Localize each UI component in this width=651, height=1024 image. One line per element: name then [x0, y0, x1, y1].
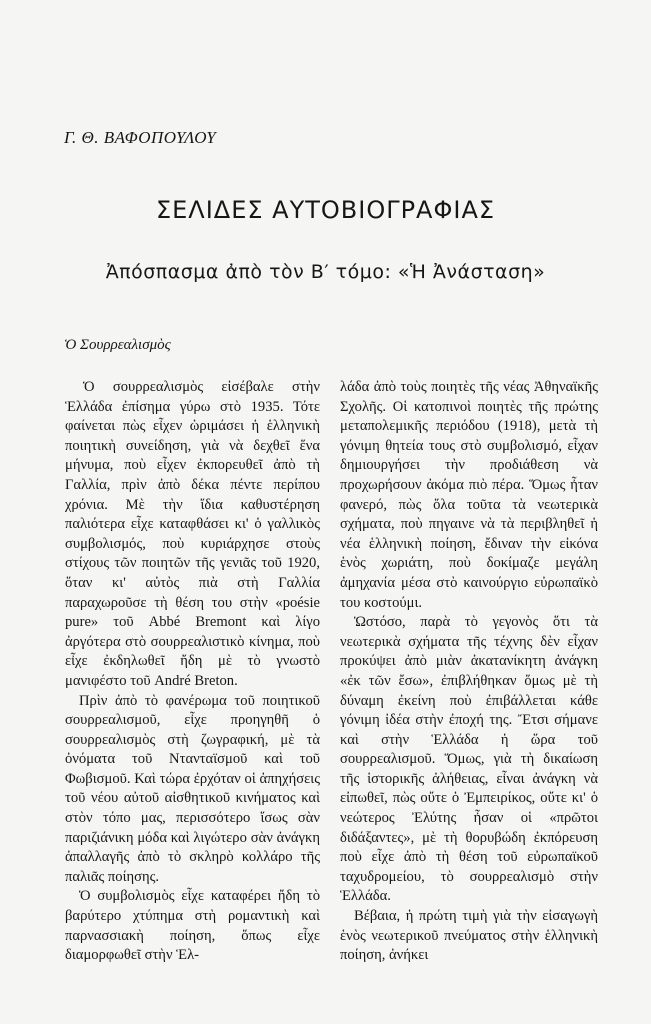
paragraph: Βέβαια, ἡ πρώτη τιμὴ γιὰ τὴν εἰσαγωγὴ ἑνὸς νεωτερικοῦ πνεύματος στὴν ἑλληνικὴ ποίηση, ἀνήκει: [340, 908, 598, 964]
paragraph: Ὁ συμβολισμὸς εἶχε καταφέρει ἤδη τὸ βαρύτερο χτύπημα στὴ ρομαντικὴ καὶ παρνασσιακὴ ποίηση, ὅπως εἶχε διαμορφωθεῖ στὴν Ἑλ-: [65, 888, 320, 964]
left-text-column: [65, 378, 320, 966]
paragraph: Ὡστόσο, παρὰ τὸ γεγονὸς ὅτι τὰ νεωτερικὰ σχήματα τῆς τέχνης δὲν εἶχαν προκύψει ἀπὸ μιὰν ἀκατανίκητη ἀνάγκη «ἐκ τῶν ἔσω», ἐπιβλήθηκαν ὅμως μὲ τὴ δύναμη ἐκείνη ποὺ ἐπιβάλλεται κάθε γόνιμη ἰδέα στὴν ἐποχή της. Ἔτσι σήμανε καὶ στὴν Ἑλλάδα ἡ ὥρα τοῦ σουρρεαλισμοῦ. Ὅμως, γιὰ τὴ δικαίωση τῆς ἱστορικῆς ἀλήθειας, εἶναι ἀνάγκη νὰ εἰπωθεῖ, πὼς οὔτε ὁ Ἐμπειρίκος, οὔτε κι' ὁ νεώτερος Ἐλύτης ἦσαν οἱ «πρῶτοι διδάξαντες», μὲ τὴ θορυβώδη ἐκπόρευση ποὺ εἶχε ἀπὸ τὴ θέση τοῦ εὐρωπαϊκοῦ ταχυδρομείου, τὸ σουρρεαλισμὸ στὴν Ἑλλάδα.: [340, 614, 598, 905]
paragraph: Ὁ σουρρεαλισμὸς εἰσέβαλε στὴν Ἑλλάδα ἐπίσημα γύρω στὸ 1935. Τότε φαίνεται πὼς εἶχεν ὡριμάσει ἡ ἑλληνικὴ ποιητικὴ συνείδηση, γιὰ νὰ δεχθεῖ ἕνα μήνυμα, ποὺ εἶχεν ἐκπορευθεῖ ἀπὸ τὴ Γαλλία, πρὶν ἀπὸ δέκα πέντε περίπου χρόνια. Μὲ τὴν ἴδια καθυστέρηση παλιότερα εἶχε καταφθάσει κι' ὁ γαλλικὸς συμβολισμός, ποὺ κυριάρχησε στοὺς στίχους τῶν ποιητῶν τῆς γενιᾶς τοῦ 1920, ὅταν κι' αὐτὸς πιὰ στὴ Γαλλία παραχωροῦσε τὴ θέση του στὴν «poésie pure» τοῦ Abbé Bremont καὶ λίγο ἀργότερα στὸ σουρρεαλιστικὸ κίνημα, ποὺ εἶχε ἐκδηλωθεῖ ἤδη μὲ τὸ γνωστὸ μανιφέστο τοῦ André Breton.: [65, 379, 320, 689]
right-text-column: [340, 378, 598, 966]
paragraph: λάδα ἀπὸ τοὺς ποιητὲς τῆς νέας Ἀθηναϊκῆς Σχολῆς. Οἱ κατοπινοὶ ποιητὲς τῆς πρώτης μεταπολεμικῆς περιόδου (1918), μετὰ τὴ γόνιμη θητεία τους στὸ συμβολισμό, εἶχαν δημιουργήσει τὴν προδιάθεση νὰ προχωρήσουν ἀκόμα πιὸ πέρα. Ὅμως ἦταν φανερό, πὼς ὅλα τοῦτα τὰ νεωτερικὰ σχήματα, ποὺ πηγαινε νὰ τὰ περιβληθεῖ ἡ νέα ἑλληνικὴ ποίηση, ἔδιναν τὴν εἰκόνα ἑνὸς χωριάτη, ποὺ δοκίμαζε μεγάλη ἀμηχανία μέσα στὸ καινούργιο εὐρωπαϊκὸ του κοστούμι.: [340, 379, 598, 611]
page-subtitle: Ἀπόσπασμα ἀπὸ τὸν Β′ τόμο: «Ἡ Ἀνάσταση»: [105, 261, 546, 283]
paragraph: Πρὶν ἀπὸ τὸ φανέρωμα τοῦ ποιητικοῦ σουρρεαλισμοῦ, εἶχε προηγηθῆ ὁ σουρρεαλισμὸς στὴ ζωγραφική, μὲ τὰ ὀνόματα τοῦ Ντανταϊσμοῦ καὶ τοῦ Φωβισμοῦ. Καὶ τώρα ἐρχόταν οἱ ἀπηχήσεις τοῦ νέου αὐτοῦ αἰσθητικοῦ κινήματος καὶ στὸν τόπο μας, περισσότερο ἴσως σὰν παριζιάνικη μόδα καὶ λιγώτερο σὰν ἀνάγκη ἀπαλλαγῆς ἀπὸ τὸ σκληρὸ κολλάρο τῆς παλιᾶς ποίησης.: [65, 692, 320, 885]
page-title: ΣΕΛΙΔΕΣ ΑΥΤΟΒΙΟΓΡΑΦΙΑΣ: [155, 196, 496, 224]
section-heading: Ὁ Σουρρεαλισμὸς: [64, 337, 171, 353]
author-name: Γ. Θ. ΒΑΦΟΠΟΥΛΟΥ: [64, 128, 217, 147]
